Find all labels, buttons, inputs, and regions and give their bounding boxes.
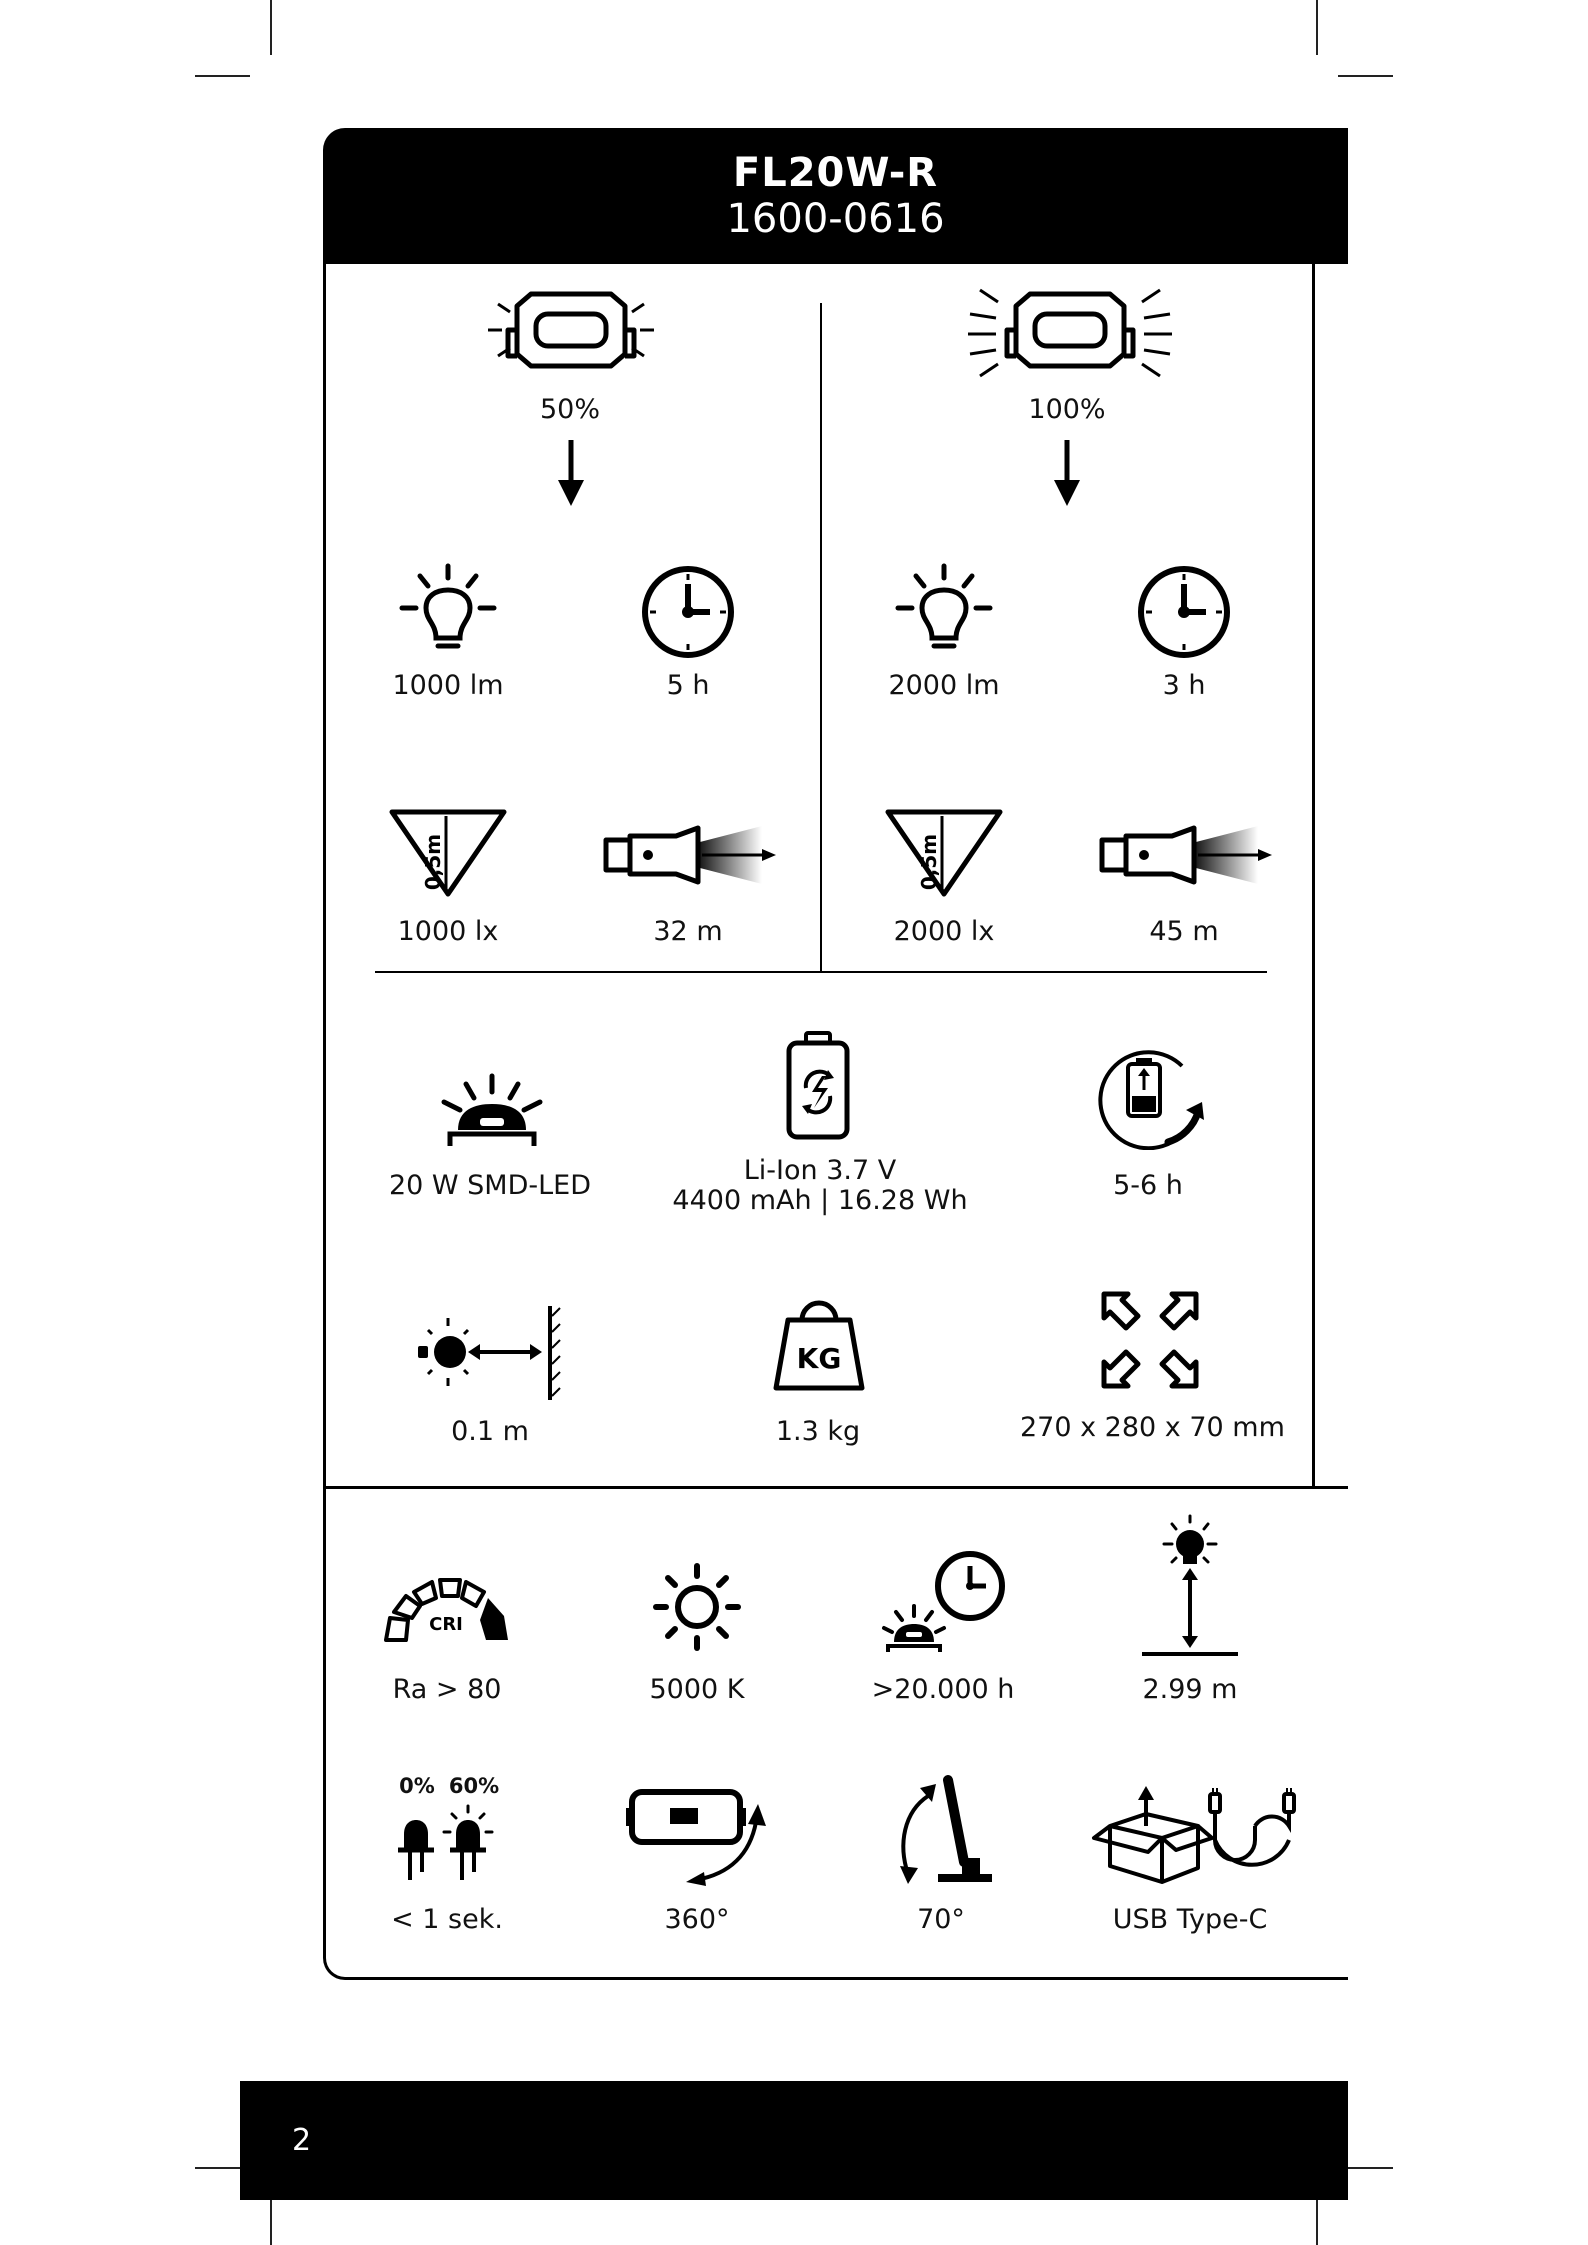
lumen-value: 1000 lm [392,670,504,701]
rotation-value: 360° [664,1904,730,1935]
product-code: 1600-0616 [726,196,945,242]
weight-icon [772,1292,866,1394]
cri-value: Ra > 80 [392,1674,502,1705]
runtime-value: 3 h [1162,670,1206,701]
mode-level-label: 100% [1028,394,1106,425]
battery-spec-line1: Li-Ion 3.7 V [743,1155,897,1186]
lux-value: 1000 lx [397,916,499,947]
dimensions-value: 270 x 280 x 70 mm [1020,1412,1285,1443]
drop-height-value: 2.99 m [1142,1674,1238,1705]
cri-gauge-icon [382,1572,512,1644]
model-name: FL20W-R [732,150,939,196]
drop-height-icon [1140,1514,1240,1658]
lux-cone-icon [884,808,1004,898]
weight-icon-text: KG [796,1342,842,1375]
crop-mark [1316,0,1318,55]
led-lifetime-icon [880,1546,1010,1654]
flashlight-beam-icon [602,822,778,888]
mode-divider-vertical [820,303,822,971]
lux-cone-text: 0,5m [421,833,445,891]
floodlight-full-icon [960,284,1180,384]
floodlight-dim-icon [478,284,664,384]
min-distance-value: 0.1 m [451,1416,529,1447]
lux-cone-icon [388,808,508,898]
usb-box-icon [1090,1786,1300,1886]
battery-spec-line2: 4400 mAh | 16.28 Wh [672,1185,968,1216]
startup-percent-on: 60% [448,1774,500,1798]
crop-mark [270,0,272,55]
crop-mark [195,75,250,77]
cri-icon-text: CRI [429,1614,463,1635]
crop-mark [1338,75,1393,77]
color-temp-value: 5000 K [649,1674,745,1705]
distance-value: 32 m [653,916,723,947]
mode-level-label: 50% [539,394,600,425]
product-header [323,128,1348,264]
rotation-icon [626,1786,776,1888]
charging-time-icon [1090,1046,1210,1150]
mode-divider-horizontal [375,971,1267,973]
lux-cone-text: 0,5m [917,833,941,891]
usb-value: USB Type-C [1112,1904,1268,1935]
clock-icon [638,562,738,662]
page-footer [240,2081,1348,2200]
startup-value: < 1 sek. [391,1904,503,1935]
clock-icon [1134,562,1234,662]
startup-percent-off: 0% [399,1774,435,1798]
instant-start-icon [390,1804,502,1882]
runtime-value: 5 h [666,670,710,701]
tilt-value: 70° [917,1904,965,1935]
light-bulb-icon [892,562,996,650]
tilt-icon [890,1774,1000,1886]
lux-value: 2000 lx [893,916,995,947]
arrow-down-icon [556,440,586,508]
led-light-icon [436,1072,548,1148]
charge-time-value: 5-6 h [1113,1170,1183,1201]
arrow-down-icon [1052,440,1082,508]
distance-value: 45 m [1149,916,1219,947]
battery-icon [784,1030,852,1142]
led-value: 20 W SMD-LED [388,1170,592,1201]
page-number: 2 [292,2123,312,2158]
light-bulb-icon [396,562,500,650]
sun-icon [652,1562,742,1652]
lumen-value: 2000 lm [888,670,1000,701]
flashlight-beam-icon [1098,822,1274,888]
lifetime-value: >20.000 h [871,1674,1015,1705]
min-distance-icon [414,1302,564,1402]
dimensions-icon [1098,1288,1202,1392]
weight-value: 1.3 kg [775,1416,861,1447]
